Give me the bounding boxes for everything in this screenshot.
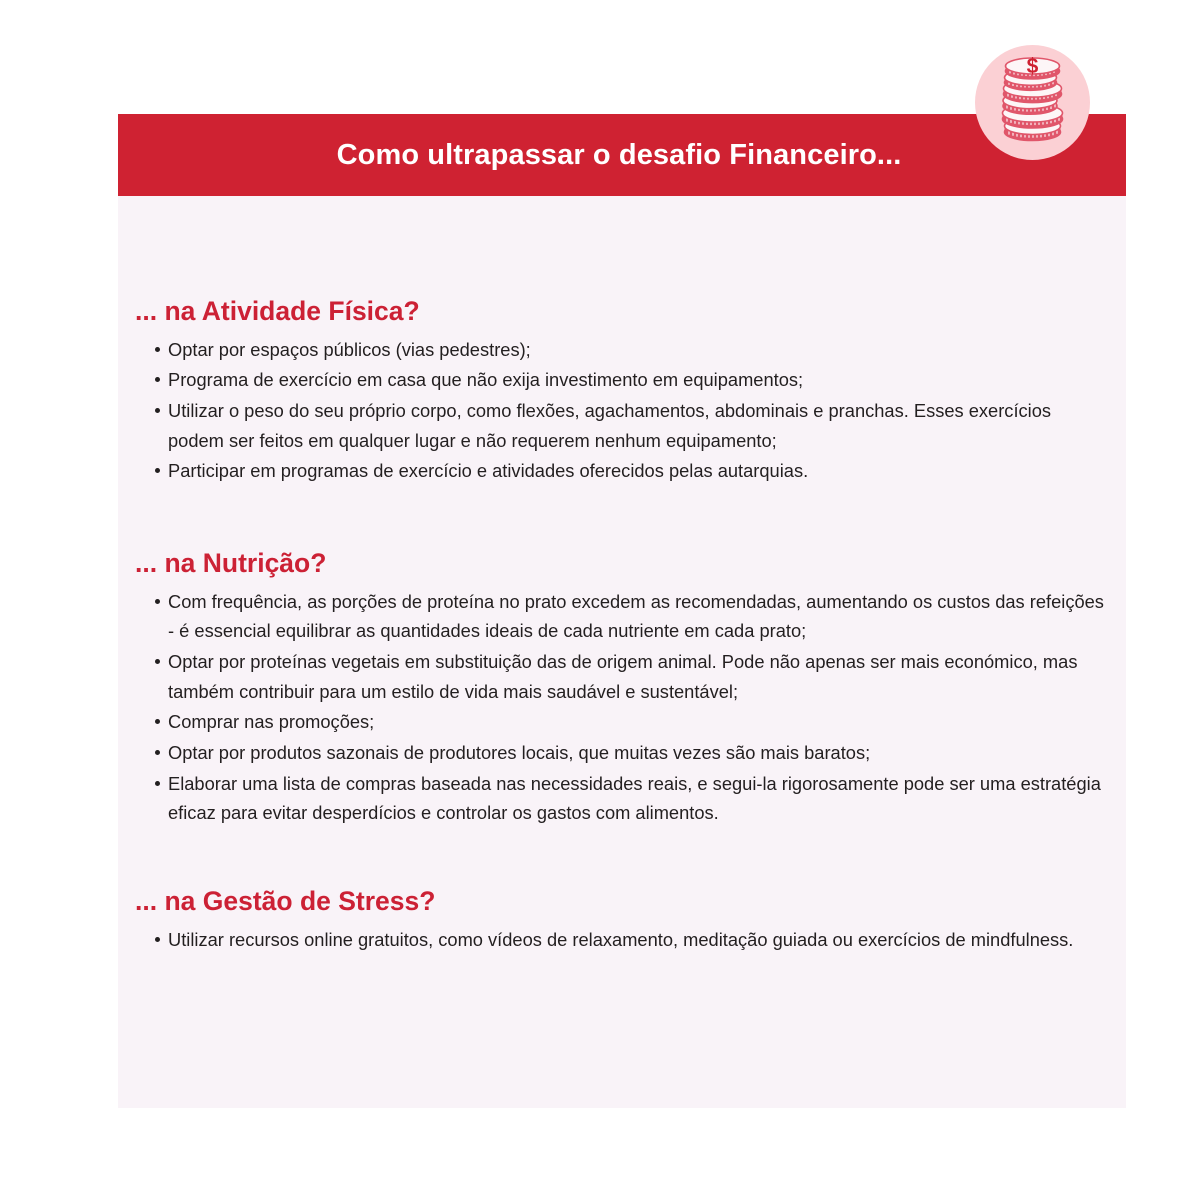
coin-stack-badge bbox=[975, 45, 1090, 160]
list-item: Programa de exercício em casa que não exija investimento em equipamentos; bbox=[135, 365, 1126, 395]
list-item: Elaborar uma lista de compras baseada nas necessidades reais, e segui-la rigorosamente pode ser uma estratégia eficaz para evitar desperdícios e controlar os gastos com alimentos. bbox=[135, 769, 1126, 828]
list-item: Optar por proteínas vegetais em substituição das de origem animal. Pode não apenas ser mais económico, mas também contribuir para um estilo de vida mais saudável e sustentável; bbox=[135, 647, 1126, 706]
list-item: Comprar nas promoções; bbox=[135, 707, 1126, 737]
list-item: Utilizar recursos online gratuitos, como vídeos de relaxamento, meditação guiada ou exercícios de mindfulness. bbox=[135, 925, 1126, 955]
list-item: Utilizar o peso do seu próprio corpo, como flexões, agachamentos, abdominais e pranchas. Esses exercícios podem ser feitos em qualquer lugar e não requerem nenhum equipamento; bbox=[135, 396, 1126, 455]
list-item: Optar por produtos sazonais de produtores locais, que muitas vezes são mais baratos; bbox=[135, 738, 1126, 768]
section-heading: ... na Nutrição? bbox=[135, 548, 327, 578]
section-nutricao bbox=[118, 548, 1126, 828]
coin-stack-dollar-icon bbox=[975, 45, 1090, 160]
list-item: Optar por espaços públicos (vias pedestres); bbox=[135, 335, 1126, 365]
page-title: Como ultrapassar o desafio Financeiro... bbox=[336, 138, 902, 171]
section-atividade-fisica bbox=[118, 296, 1126, 486]
section-heading: ... na Atividade Física? bbox=[135, 296, 420, 326]
section-heading: ... na Gestão de Stress? bbox=[135, 885, 436, 916]
bullet-list bbox=[135, 587, 1126, 828]
info-card bbox=[118, 114, 1126, 1108]
bullet-list bbox=[135, 925, 1126, 955]
list-item: Participar em programas de exercício e atividades oferecidos pelas autarquias. bbox=[135, 456, 1126, 486]
card-body bbox=[118, 196, 1126, 955]
svg-text:$: $ bbox=[1026, 55, 1039, 78]
list-item: Com frequência, as porções de proteína no prato excedem as recomendadas, aumentando os custos das refeições - é essencial equilibrar as quantidades ideais de cada nutriente em cada prato; bbox=[135, 587, 1126, 646]
section-gestao-de-stress bbox=[118, 886, 1126, 954]
bullet-list bbox=[135, 335, 1126, 486]
